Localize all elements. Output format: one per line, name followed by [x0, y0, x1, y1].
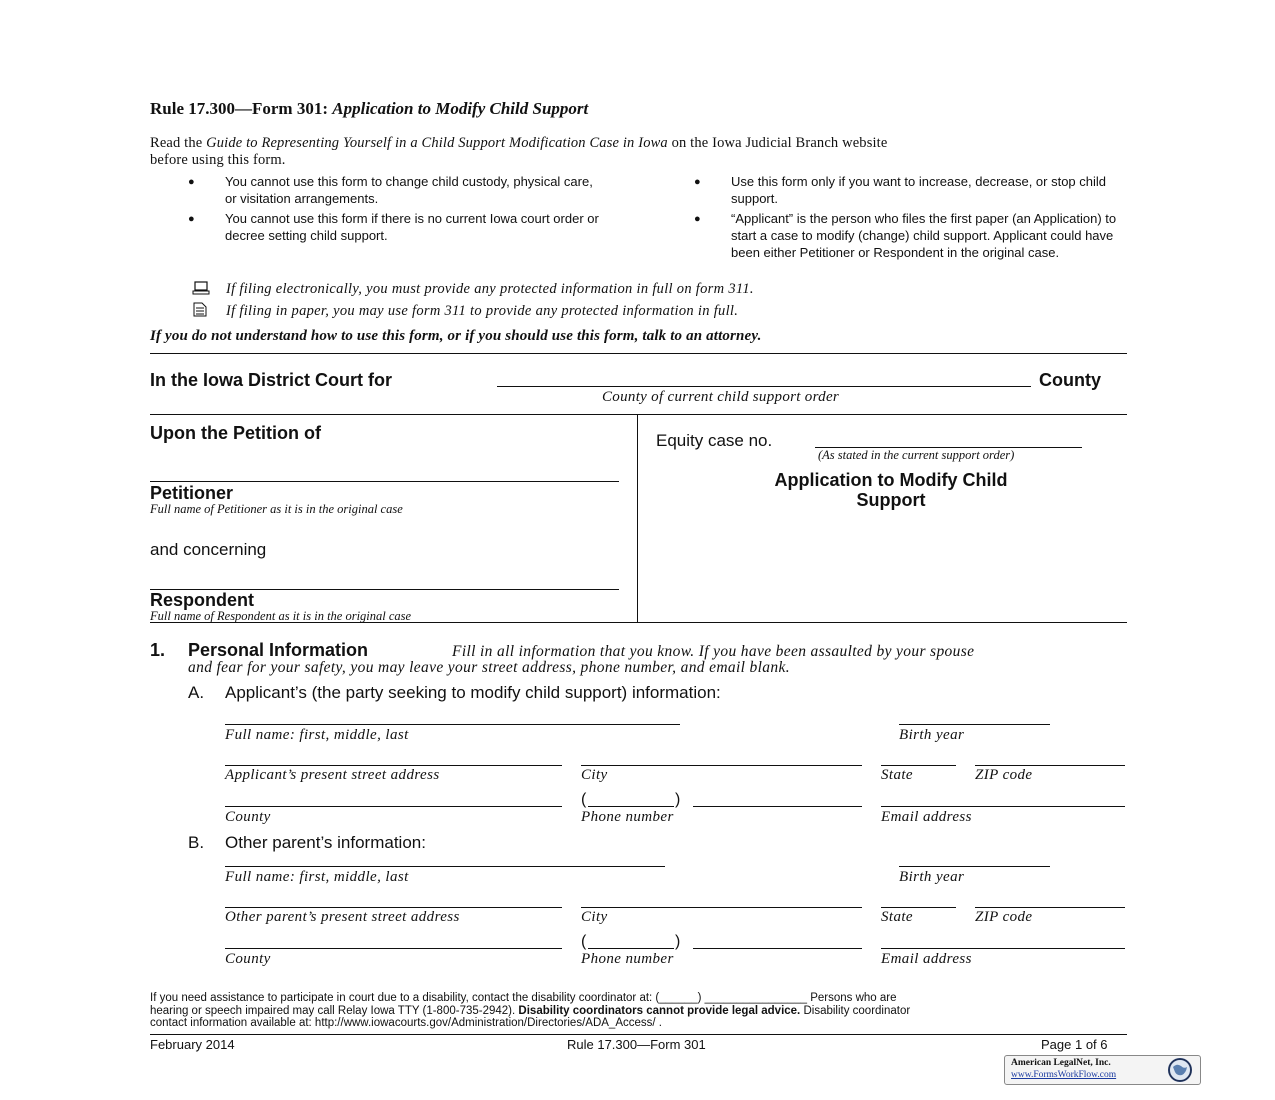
other-name-label: Full name: first, middle, last — [225, 869, 409, 885]
legalnet-badge[interactable] — [1004, 1055, 1201, 1085]
applicant-area-code-field[interactable] — [588, 806, 674, 807]
disability-notice — [150, 992, 910, 1030]
other-birth-year-label: Birth year — [899, 869, 965, 885]
section-title: Personal Information — [188, 640, 369, 660]
other-state-field[interactable] — [881, 907, 956, 908]
subsection-b-letter: B. — [188, 833, 205, 852]
other-county-field[interactable] — [225, 948, 562, 949]
bullet-dot: ● — [188, 213, 195, 225]
phone-paren-close: ) — [675, 933, 681, 950]
equity-case-label: Equity case no. — [656, 431, 773, 450]
badge-url[interactable]: www.FormsWorkFlow.com — [1011, 1070, 1117, 1080]
other-name-field[interactable] — [225, 866, 665, 867]
disability-line1: If you need assistance to participate in court due to a disability, contact the disability coordinator at: (______) ________________ Persons who are — [150, 992, 897, 1004]
applicant-address-field[interactable] — [225, 765, 562, 766]
applicant-county-field[interactable] — [225, 806, 562, 807]
footer-divider — [150, 1034, 1127, 1035]
phone-paren-open: ( — [581, 933, 587, 950]
caption-divider — [637, 414, 638, 623]
other-state-label: State — [881, 909, 913, 925]
bullet-custody: You cannot use this form to change child custody, physical care, or visitation arrangements. — [225, 174, 593, 206]
bullet-dot: ● — [694, 213, 701, 225]
disability-coordinator: Disability coordinator — [803, 1004, 911, 1017]
bullet-dot: ● — [694, 176, 701, 188]
county-field[interactable] — [497, 386, 1031, 387]
other-zip-label: ZIP code — [975, 909, 1033, 925]
applicant-phone-label: Phone number — [581, 809, 674, 825]
petitioner-note: Full name of Petitioner as it is in the original case — [150, 502, 403, 516]
intro-site: on the Iowa Judicial Branch website — [671, 135, 888, 151]
other-phone-label: Phone number — [581, 951, 674, 967]
applicant-address-label: Applicant’s present street address — [225, 767, 440, 783]
divider — [150, 353, 1127, 354]
intro-text — [150, 135, 887, 169]
footer-date: February 2014 — [150, 1037, 235, 1052]
document-icon — [193, 302, 207, 322]
court-suffix: County — [1039, 370, 1101, 390]
petitioner-label: Petitioner — [150, 483, 234, 503]
other-area-code-field[interactable] — [588, 948, 674, 949]
other-county-label: County — [225, 951, 271, 967]
court-prefix: In the Iowa District Court for — [150, 370, 393, 390]
disability-url: contact information available at: http://www.iowacourts.gov/Administration/Directories/ADA_Access/ . — [150, 1017, 662, 1029]
applicant-city-field[interactable] — [581, 765, 862, 766]
applicant-city-label: City — [581, 767, 608, 783]
divider — [150, 414, 1127, 415]
footer-page: Page 1 of 6 — [1041, 1037, 1108, 1052]
intro-before: before using this form. — [150, 152, 286, 168]
applicant-zip-field[interactable] — [975, 765, 1125, 766]
applicant-state-label: State — [881, 767, 913, 783]
bullet-use-only: Use this form only if you want to increase, decrease, or stop child support. — [731, 174, 1107, 206]
intro-read: Read the — [150, 135, 203, 151]
other-phone-field[interactable] — [693, 948, 862, 949]
and-concerning: and concerning — [150, 540, 267, 559]
applicant-phone-field[interactable] — [693, 806, 862, 807]
form-title — [150, 99, 588, 119]
phone-paren-open: ( — [581, 791, 587, 808]
respondent-note: Full name of Respondent as it is in the original case — [150, 609, 412, 623]
application-title — [690, 470, 1092, 510]
applicant-state-field[interactable] — [881, 765, 956, 766]
computer-icon — [192, 281, 210, 300]
subsection-a-title: Applicant’s (the party seeking to modify child support) information: — [225, 683, 721, 702]
section-instructions-1: Fill in all information that you know. If you have been assaulted by your spouse — [452, 643, 975, 660]
respondent-label: Respondent — [150, 590, 255, 610]
other-address-label: Other parent’s present street address — [225, 909, 460, 925]
form-title-text: Application to Modify Child Support — [332, 99, 589, 118]
bullet-no-order: You cannot use this form if there is no current Iowa court order or decree setting child support. — [225, 211, 599, 243]
footer-rule: Rule 17.300—Form 301 — [567, 1037, 706, 1052]
section-number: 1. — [150, 640, 166, 660]
subsection-a-letter: A. — [188, 683, 205, 702]
note-electronic: If filing electronically, you must provide any protected information in full on form 311. — [226, 281, 754, 297]
applicant-email-label: Email address — [881, 809, 972, 825]
other-city-label: City — [581, 909, 608, 925]
note-attorney: If you do not understand how to use this form, or if you should use this form, talk to an attorney. — [150, 328, 762, 344]
county-caption: County of current child support order — [602, 389, 840, 405]
subsection-b-title: Other parent’s information: — [225, 833, 426, 852]
upon-petition: Upon the Petition of — [150, 423, 321, 443]
application-title-line1: Application to Modify Child — [774, 470, 1008, 490]
note-paper: If filing in paper, you may use form 311 to provide any protected information in full. — [226, 303, 739, 319]
applicant-county-label: County — [225, 809, 271, 825]
badge-company: American LegalNet, Inc. — [1011, 1058, 1111, 1068]
bullet-applicant-def: “Applicant” is the person who files the first paper (an Application) to start a case to modify (change) child support. Applicant could have been either Petitioner or Respondent in the original case. — [731, 211, 1117, 260]
bullet-dot: ● — [188, 176, 195, 188]
applicant-email-field[interactable] — [881, 806, 1125, 807]
other-email-label: Email address — [881, 951, 972, 967]
applicant-birth-year-field[interactable] — [899, 724, 1050, 725]
other-zip-field[interactable] — [975, 907, 1125, 908]
applicant-name-field[interactable] — [225, 724, 680, 725]
applicant-zip-label: ZIP code — [975, 767, 1033, 783]
other-address-field[interactable] — [225, 907, 562, 908]
equity-case-note: (As stated in the current support order) — [818, 448, 1015, 462]
other-city-field[interactable] — [581, 907, 862, 908]
other-email-field[interactable] — [881, 948, 1125, 949]
applicant-name-label: Full name: first, middle, last — [225, 727, 409, 743]
intro-guide-link: Guide to Representing Yourself in a Child Support Modification Case in Iowa — [206, 135, 668, 151]
phone-paren-close: ) — [675, 791, 681, 808]
applicant-birth-year-label: Birth year — [899, 727, 965, 743]
globe-icon — [1167, 1057, 1193, 1088]
form-rule: Rule 17.300—Form 301: — [150, 99, 329, 118]
section-instructions-2: and fear for your safety, you may leave your street address, phone number, and email blank. — [188, 659, 790, 676]
other-birth-year-field[interactable] — [899, 866, 1050, 867]
petitioner-name-field[interactable] — [150, 481, 619, 482]
disability-no-advice: Disability coordinators cannot provide legal advice. — [518, 1004, 801, 1017]
disability-line2: hearing or speech impaired may call Relay Iowa TTY (1-800-735-2942). — [150, 1004, 516, 1017]
application-title-line2: Support — [856, 490, 926, 510]
